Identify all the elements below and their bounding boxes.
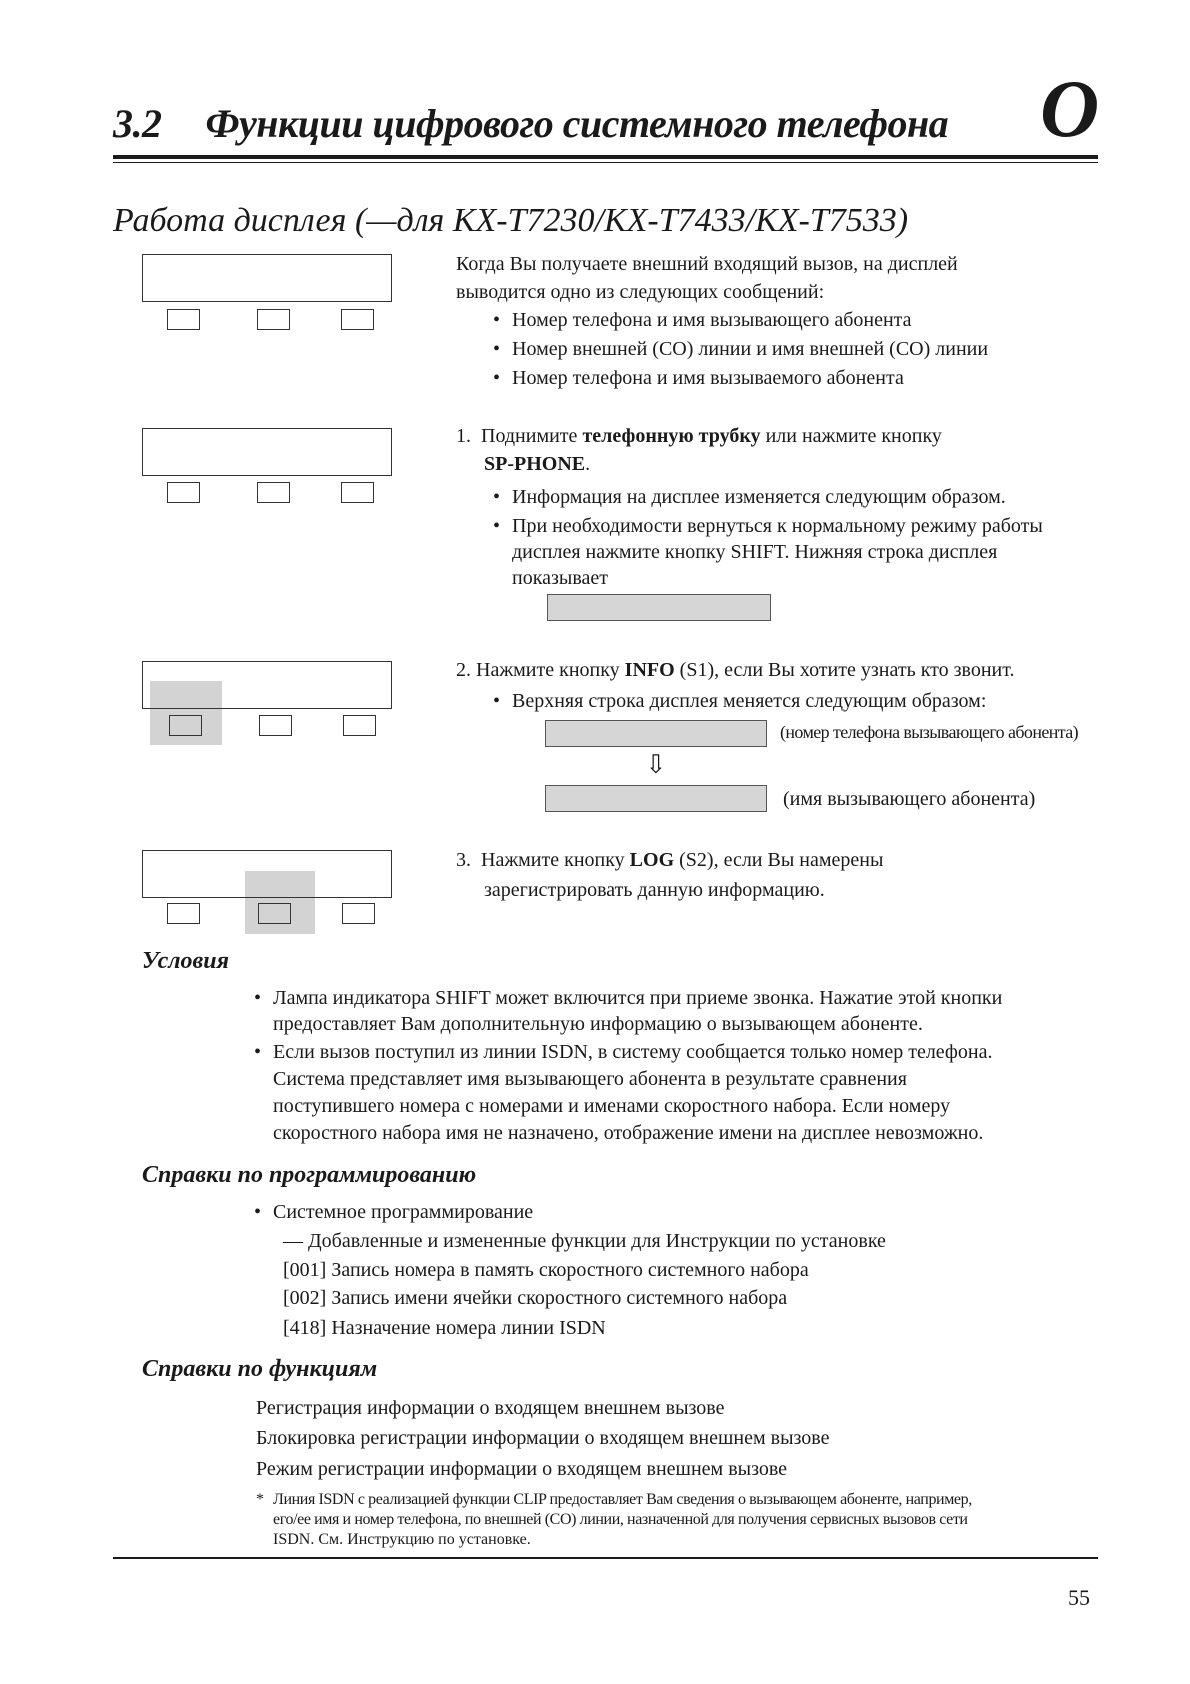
soft-key-s3 bbox=[343, 715, 376, 736]
step-1-line bbox=[456, 422, 942, 450]
step-3-number: 3. bbox=[456, 849, 471, 871]
intro-line-2: выводится одно из следующих сообщений: bbox=[456, 281, 825, 303]
step-3-text-post: (S2), если Вы намерены bbox=[674, 849, 884, 871]
soft-key-s2 bbox=[257, 309, 290, 330]
feature-item: Блокировка регистрации информации о входящем внешнем вызове bbox=[256, 1427, 830, 1449]
intro-bullet: • Номер внешней (CO) линии и имя внешней (CO) линии bbox=[512, 335, 988, 363]
display-line-name bbox=[545, 785, 767, 812]
conditions-bullet: • Лампа индикатора SHIFT может включится при приеме звонка. Нажатие этой кнопки bbox=[273, 984, 1002, 1012]
footnote-line: ISDN. См. Инструкцию по установке. bbox=[273, 1531, 531, 1548]
soft-key-s1 bbox=[169, 715, 202, 736]
program-item: [002] Запись имени ячейки скоростного системного набора bbox=[283, 1287, 788, 1309]
display-panel-4 bbox=[142, 850, 392, 898]
display-line-number bbox=[545, 720, 767, 747]
step-1-bullet-cont: дисплея нажмите кнопку SHIFT. Нижняя строка дисплея bbox=[512, 541, 998, 563]
chapter-title bbox=[113, 100, 948, 147]
soft-key-s2 bbox=[257, 482, 290, 503]
header-rule-thin bbox=[113, 162, 1098, 163]
step-2-text: 2. Нажмите кнопку bbox=[456, 659, 625, 681]
feature-item: Режим регистрации информации о входящем внешнем вызове bbox=[256, 1458, 788, 1480]
soft-key-s3 bbox=[341, 482, 374, 503]
conditions-bullet-cont: предоставляет Вам дополнительную информацию о вызывающем абоненте. bbox=[273, 1013, 923, 1035]
caller-name-label: (имя вызывающего абонента) bbox=[783, 788, 1036, 810]
conditions-bullet-cont: Система представляет имя вызывающего абонента в результате сравнения bbox=[273, 1068, 907, 1090]
footnote-mark: * bbox=[256, 1491, 264, 1508]
arrow-down-icon: ⇩ bbox=[645, 750, 667, 779]
step-3-line bbox=[456, 846, 883, 874]
soft-key-s1 bbox=[167, 482, 200, 503]
soft-key-s3 bbox=[342, 903, 375, 924]
caller-number-label: (номер телефона вызывающего абонента) bbox=[780, 722, 1079, 742]
intro-bullet: • Номер телефона и имя вызываемого абонента bbox=[512, 364, 904, 392]
conditions-bullet-cont: скоростного набора имя не назначено, отображение имени на дисплее невозможно. bbox=[273, 1122, 984, 1144]
programming-bullet: • Системное программирование bbox=[273, 1198, 533, 1226]
intro-bullet: • Номер телефона и имя вызывающего абонента bbox=[512, 306, 912, 334]
footer-rule bbox=[113, 1557, 1098, 1559]
display-panel-1 bbox=[142, 254, 392, 302]
conditions-heading: Условия bbox=[142, 948, 229, 974]
soft-key-s1 bbox=[167, 309, 200, 330]
intro-line-1: Когда Вы получаете внешний входящий вызов, на дисплей bbox=[456, 253, 958, 275]
step-2-bullet: • Верхняя строка дисплея меняется следующим образом: bbox=[512, 687, 986, 715]
soft-key-s3 bbox=[341, 309, 374, 330]
chapter-number: 3.2 bbox=[113, 101, 162, 146]
header-rule bbox=[113, 155, 1098, 159]
feature-item: Регистрация информации о входящем внешнем вызове bbox=[256, 1397, 725, 1419]
step-3-text: Нажмите кнопку bbox=[481, 849, 630, 871]
display-panel-2 bbox=[142, 428, 392, 476]
page-number: 55 bbox=[1068, 1585, 1090, 1610]
chapter-title-text: Функции цифрового системного телефона bbox=[205, 101, 949, 146]
display-line-sample bbox=[547, 594, 771, 621]
features-heading: Справки по функциям bbox=[142, 1356, 378, 1382]
step-1-line-2 bbox=[484, 450, 590, 478]
programming-sub: — Добавленные и измененные функции для Инструкции по установке bbox=[283, 1230, 886, 1252]
footnote-line: Линия ISDN с реализацией функции CLIP предоставляет Вам сведения о вызывающем абоненте, например, bbox=[273, 1491, 972, 1508]
soft-key-s1 bbox=[167, 903, 200, 924]
section-title: Работа дисплея (—для KX-T7230/KX-T7433/KX-T7533) bbox=[113, 202, 909, 239]
soft-key-s2 bbox=[259, 715, 292, 736]
step-1-text: Поднимите bbox=[481, 425, 583, 447]
programming-heading: Справки по программированию bbox=[142, 1162, 477, 1188]
program-item: [418] Назначение номера линии ISDN bbox=[283, 1317, 606, 1339]
info-key-term: INFO bbox=[624, 659, 675, 681]
handset-term: телефонную трубку bbox=[582, 425, 761, 447]
conditions-bullet-cont: поступившего номера с номерами и именами скоростного набора. Если номеру bbox=[273, 1095, 951, 1117]
step-3-line-2: зарегистрировать данную информацию. bbox=[484, 879, 825, 901]
step-1-bullet: • Информация на дисплее изменяется следующим образом. bbox=[512, 483, 1006, 511]
display-panel-3 bbox=[142, 661, 392, 709]
step-1-text-mid: или нажмите кнопку bbox=[760, 425, 942, 447]
program-item: [001] Запись номера в память скоростного системного набора bbox=[283, 1259, 809, 1281]
footnote-line: его/ее имя и номер телефона, по внешней (CO) линии, назначенной для получения сервисных вызовов сети bbox=[273, 1511, 968, 1528]
conditions-bullet: • Если вызов поступил из линии ISDN, в систему сообщается только номер телефона. bbox=[273, 1038, 992, 1066]
step-2-text-post: (S1), если Вы хотите узнать кто звонит. bbox=[674, 659, 1015, 681]
step-1-bullet: • При необходимости вернуться к нормальному режиму работы bbox=[512, 512, 1043, 540]
soft-key-s2 bbox=[258, 903, 291, 924]
section-letter: O bbox=[1040, 63, 1100, 154]
step-2-line bbox=[456, 656, 1014, 684]
step-1-bullet-cont: показывает bbox=[512, 567, 609, 589]
step-1-period: . bbox=[585, 453, 591, 475]
step-1-number: 1. bbox=[456, 425, 471, 447]
sp-phone-term: SP-PHONE bbox=[484, 453, 586, 475]
log-key-term: LOG bbox=[629, 849, 675, 871]
